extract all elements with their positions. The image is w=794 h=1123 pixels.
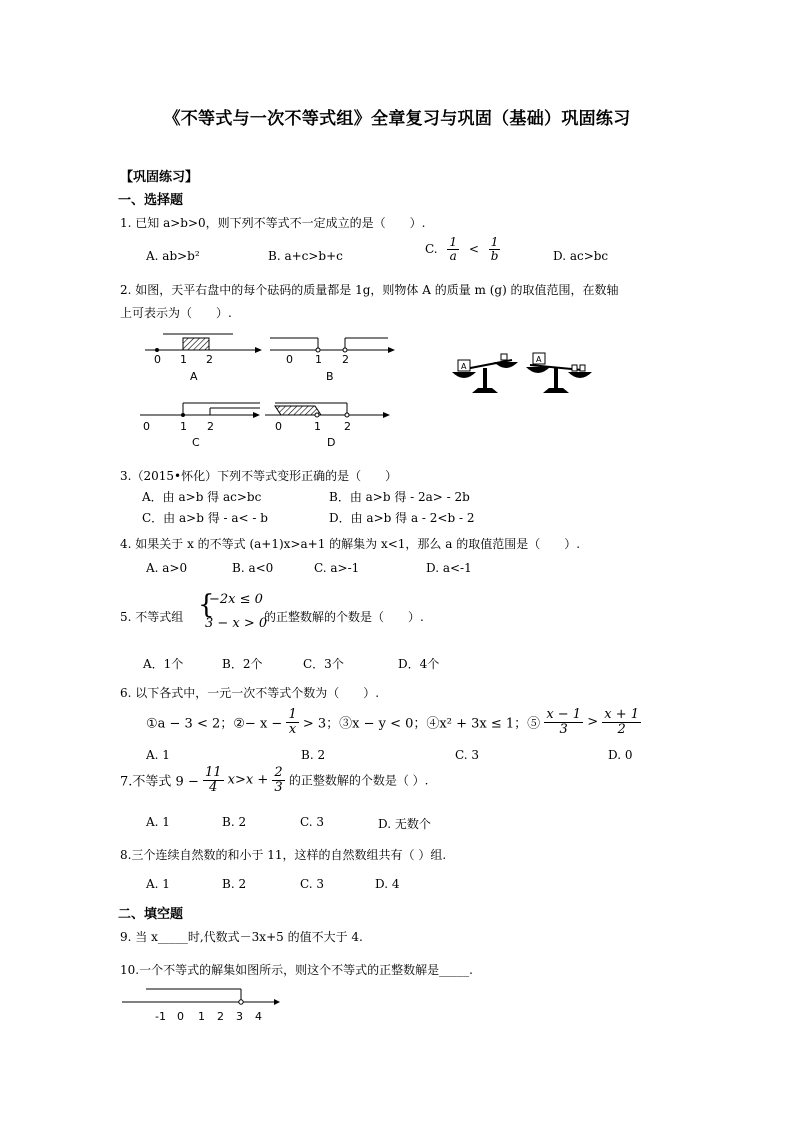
svg-text:A: A xyxy=(536,355,542,364)
q1-option-d: D. ac>bc xyxy=(553,249,609,263)
question-2-line2: 上可表示为（ ）. xyxy=(120,306,232,320)
q3-option-a: A．由 a>b 得 ac>bc xyxy=(142,490,262,504)
q1-option-a: A. ab>b² xyxy=(146,249,200,263)
option-label-c[interactable]: C xyxy=(192,436,200,449)
question-5-post: 的正整数解的个数是（ ）. xyxy=(264,610,424,624)
tick-label-0: 0 xyxy=(154,353,161,366)
tick-label-2: 2 xyxy=(342,353,349,366)
q7-option-c: C. 3 xyxy=(300,815,325,829)
number-line-b xyxy=(270,330,400,385)
tick-label-0: 0 xyxy=(143,420,150,433)
tick-label-0: 0 xyxy=(177,1010,184,1023)
fraction-x-plus-1-over-2: $\frac{x + 1}{2}$ xyxy=(604,707,640,737)
tick-label-4: 4 xyxy=(255,1010,262,1023)
question-2-line1: 2. 如图，天平右盘中的每个砝码的质量都是 1g，则物体 A 的质量 m (g) 的取值范围，在数轴 xyxy=(120,283,619,297)
system-row-1: −2x ≤ 0 xyxy=(209,592,263,607)
q8-option-a: A. 1 xyxy=(146,877,170,891)
q6-option-b: B. 2 xyxy=(301,748,326,762)
q4-option-c: C. a>-1 xyxy=(314,561,360,575)
q5-option-d: D．4个 xyxy=(398,657,440,671)
fraction-1-over-a: $\frac{1}{a}$ xyxy=(449,235,458,263)
q8-option-b: B. 2 xyxy=(222,877,247,891)
tick-label--1: -1 xyxy=(155,1010,166,1023)
q7-option-a: A. 1 xyxy=(146,815,170,829)
tick-label-2: 2 xyxy=(206,353,213,366)
balance-scale-2 xyxy=(526,353,592,393)
q7-option-d: D. 无数个 xyxy=(378,817,431,831)
q4-option-b: B. a<0 xyxy=(232,561,274,575)
q3-option-b: B．由 a>b 得 - 2a> - 2b xyxy=(329,490,470,504)
q8-option-d: D. 4 xyxy=(375,877,400,891)
tick-label-2: 2 xyxy=(344,420,351,433)
question-3: 3.（2015•怀化）下列不等式变形正确的是（ ） xyxy=(120,469,398,483)
q3-option-c: C．由 a>b 得 - a< - b xyxy=(142,511,268,525)
fraction-2-over-3: $\frac{2}{3}$ xyxy=(274,765,283,795)
section-label: 【巩固练习】 xyxy=(120,170,199,185)
q6-option-a: A. 1 xyxy=(146,748,170,762)
q7-option-b: B. 2 xyxy=(222,815,247,829)
part-heading-choice: 一、选择题 xyxy=(118,193,184,208)
q5-option-a: A．1个 xyxy=(143,657,184,671)
tick-label-3: 3 xyxy=(236,1010,243,1023)
q5-option-b: B．2个 xyxy=(222,657,263,671)
option-label-b[interactable]: B xyxy=(326,370,334,383)
number-line-q10 xyxy=(122,982,282,1027)
system-row-2: 3 − x > 0 xyxy=(205,616,268,631)
question-8: 8.三个连续自然数的和小于 11，这样的自然数组共有（ ）组. xyxy=(120,848,447,862)
tick-label-2: 2 xyxy=(217,1010,224,1023)
question-10: 10.一个不等式的解集如图所示，则这个不等式的正整数解是_____. xyxy=(120,963,473,977)
svg-text:A: A xyxy=(461,362,467,371)
brace-icon: { xyxy=(198,590,215,620)
q6-option-c: C. 3 xyxy=(455,748,480,762)
q8-option-c: C. 3 xyxy=(300,877,325,891)
balance-scale-1 xyxy=(452,354,518,393)
tick-label-1: 1 xyxy=(315,353,322,366)
tick-label-0: 0 xyxy=(275,420,282,433)
tick-label-1: 1 xyxy=(180,353,187,366)
q6-option-d: D. 0 xyxy=(608,748,633,762)
tick-label-0: 0 xyxy=(286,353,293,366)
part-heading-fill: 二、填空题 xyxy=(118,907,184,922)
question-1: 1. 已知 a>b>0，则下列不等式不一定成立的是（ ）. xyxy=(120,216,426,230)
number-line-a xyxy=(145,330,265,385)
q1-option-c: C. $\frac{1}{a}$ < $\frac{1}{b}$ xyxy=(425,235,499,263)
number-line-c xyxy=(140,398,265,453)
tick-label-1: 1 xyxy=(314,420,321,433)
fraction-11-over-4: $\frac{11}{4}$ xyxy=(204,765,222,795)
question-7: 7.不等式 9 − $\frac{11}{4}$ x>x + $\frac{2}{3}$ 的正整数解的个数是（ ）. xyxy=(120,765,429,795)
q4-option-d: D. a<-1 xyxy=(426,561,472,575)
q4-option-a: A. a>0 xyxy=(146,561,188,575)
tick-label-1: 1 xyxy=(180,420,187,433)
question-6-expressions: ①a − 3 < 2；②− x − $\frac{1}{x}$ > 3；③x − y < 0；④x² + 3x ≤ 1；⑤ $\frac{x - 1}{3}$ > $\frac{x + 1}{2}$ xyxy=(146,707,640,737)
option-label-d[interactable]: D xyxy=(327,436,336,449)
question-4: 4. 如果关于 x 的不等式 (a+1)x>a+1 的解集为 x<1，那么 a 的取值范围是（ ）. xyxy=(120,537,581,551)
balance-scales-figure xyxy=(450,348,610,398)
tick-label-2: 2 xyxy=(207,420,214,433)
q5-option-c: C．3个 xyxy=(303,657,344,671)
tick-label-1: 1 xyxy=(198,1010,205,1023)
page-title: 《不等式与一次不等式组》全章复习与巩固（基础）巩固练习 xyxy=(163,109,631,129)
question-9: 9. 当 x_____时,代数式－3x+5 的值不大于 4. xyxy=(120,930,363,944)
fraction-1-over-x: $\frac{1}{x}$ xyxy=(288,707,297,737)
question-6: 6. 以下各式中，一元一次不等式个数为（ ）. xyxy=(120,686,380,700)
option-label-a[interactable]: A xyxy=(190,370,198,383)
fraction-x-minus-1-over-3: $\frac{x - 1}{3}$ xyxy=(546,707,582,737)
question-5-pre: 5. 不等式组 xyxy=(120,610,184,624)
q1-option-b: B. a+c>b+c xyxy=(268,249,343,263)
number-line-d xyxy=(265,398,395,453)
fraction-1-over-b: $\frac{1}{b}$ xyxy=(490,235,499,263)
q3-option-d: D．由 a>b 得 a - 2<b - 2 xyxy=(329,511,475,525)
